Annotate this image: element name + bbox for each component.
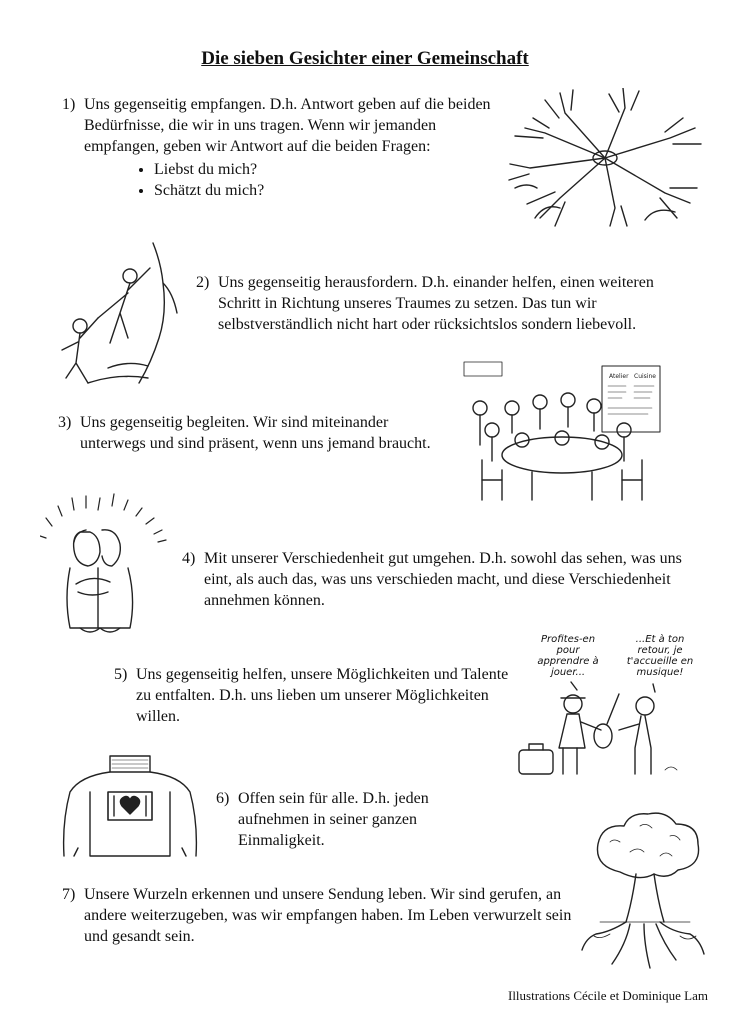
- item-text: Mit unserer Verschiedenheit gut umgehen. D.h. sowohl das sehen, was uns eint, als auch das, was uns verschieden macht, und diese Verschiedenheit annehmen können.: [204, 550, 682, 609]
- page-title: Die sieben Gesichter einer Gemeinschaft: [201, 48, 529, 69]
- item-6: [216, 788, 496, 851]
- item-7: [62, 884, 582, 947]
- group-table-illustration: [462, 360, 672, 505]
- item-number: 4): [182, 550, 196, 567]
- item-text: Uns gegenseitig helfen, unsere Möglichkeiten und Talente zu entfalten. D.h. uns lieben um unserer Möglichkeiten willen.: [136, 666, 509, 725]
- item-2: [196, 272, 676, 335]
- tree-illustration: [580, 812, 708, 972]
- hands-illustration: [505, 88, 705, 228]
- easel-heading: Atelier: [609, 373, 629, 380]
- item-4: [182, 548, 682, 611]
- climbers-illustration: [58, 238, 198, 388]
- item-text: Unsere Wurzeln erkennen und unsere Sendung leben. Wir sind gerufen, an andere weiterzugeben, was wir empfangen haben. Im Leben verwurzelt sein und gesandt sein.: [84, 886, 572, 945]
- item-text: Uns gegenseitig herausfordern. D.h. einander helfen, einen weiteren Schritt in Richtung unseres Traumes zu setzen. Das tun wir selbstverständlich nicht hart oder rücksichtslos sondern liebevoll.: [218, 274, 654, 333]
- item-text: Uns gegenseitig empfangen. D.h. Antwort geben auf die beiden Bedürfnisse, die wir in uns tragen. Wenn wir jemanden empfangen, geben wir Antwort auf die beiden Fragen:: [84, 96, 491, 155]
- guitar-cartoon-illustration: [515, 630, 705, 780]
- item-text: Offen sein für alle. D.h. jeden aufnehmen in seiner ganzen Einmaligkeit.: [238, 790, 429, 849]
- item-number: 7): [62, 886, 76, 903]
- speech-bubble-right: ...Et à ton retour, je t'accueille en musique!: [626, 634, 694, 678]
- item-number: 5): [114, 666, 128, 683]
- item-3: [58, 412, 438, 454]
- back-to-back-illustration: [40, 488, 170, 636]
- item-1: [62, 94, 492, 201]
- item-number: 6): [216, 790, 230, 807]
- speech-bubble-left: Profites-en pour apprendre à jouer...: [537, 634, 599, 678]
- illustration-credit: Illustrations Cécile et Dominique Lam: [507, 988, 708, 1003]
- bullet-list: [62, 159, 492, 201]
- sweater-illustration: [60, 752, 200, 860]
- item-5: [114, 664, 514, 727]
- item-number: 1): [62, 96, 76, 113]
- item-number: 2): [196, 274, 210, 291]
- easel-heading: Cuisine: [634, 373, 656, 380]
- list-item: • Schätzt du mich?: [154, 180, 492, 201]
- item-text: Uns gegenseitig begleiten. Wir sind miteinander unterwegs und sind präsent, wenn uns jemand braucht.: [80, 414, 431, 452]
- list-item: • Liebst du mich?: [154, 159, 492, 180]
- item-number: 3): [58, 414, 72, 431]
